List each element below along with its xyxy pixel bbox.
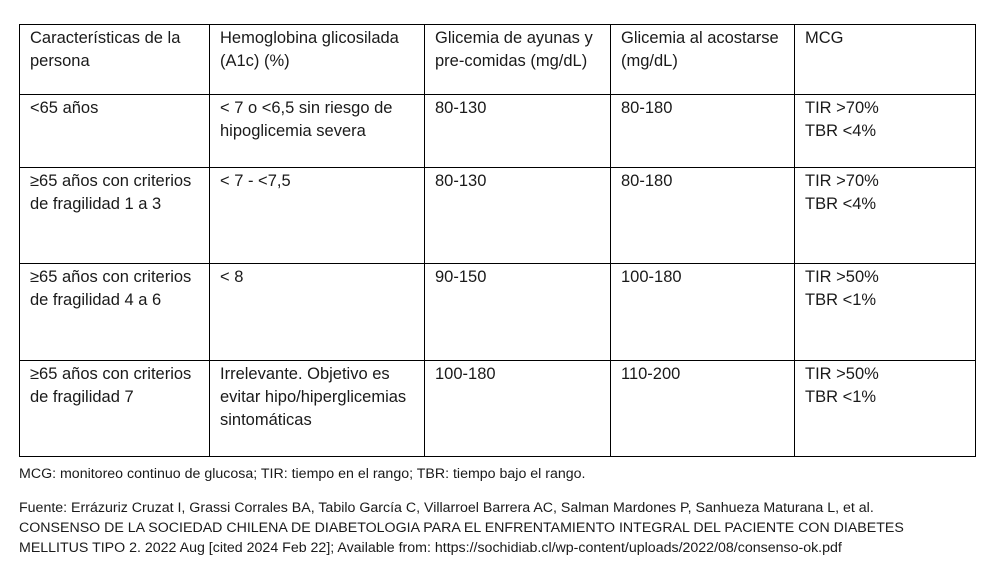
cell-persona: <65 años [20,95,210,168]
cell-mcg [795,168,976,264]
header-acostarse: Glicemia al acostarse (mg/dL) [611,25,795,95]
header-a1c: Hemoglobina glicosilada (A1c) (%) [210,25,425,95]
cell-ayunas: 100-180 [425,361,611,457]
cell-acostarse: 100-180 [611,264,795,361]
cell-a1c: < 8 [210,264,425,361]
mcg-tbr: TBR <1% [805,388,877,406]
cell-ayunas: 80-130 [425,168,611,264]
mcg-tir: TIR >50% [805,268,879,286]
table-row [20,168,976,264]
cell-ayunas: 80-130 [425,95,611,168]
header-mcg: MCG [795,25,976,95]
document [19,24,975,558]
mcg-tir: TIR >70% [805,99,879,117]
source-citation [19,498,975,558]
cell-mcg [795,95,976,168]
notes [19,464,975,558]
footnote: MCG: monitoreo continuo de glucosa; TIR: tiempo en el rango; TBR: tiempo bajo el rango. [19,466,586,482]
cell-mcg [795,264,976,361]
mcg-tbr: TBR <4% [805,122,877,140]
cell-acostarse: 110-200 [611,361,795,457]
mcg-tbr: TBR <4% [805,195,877,213]
cell-acostarse: 80-180 [611,168,795,264]
cell-persona: ≥65 años con criterios de fragilidad 1 a 3 [20,168,210,264]
cell-persona: ≥65 años con criterios de fragilidad 4 a 6 [20,264,210,361]
source-line: Fuente: Errázuriz Cruzat I, Grassi Corrales BA, Tabilo García C, Villarroel Barrera AC, Salman Mardones P, Sanhueza Maturana L, et al. [19,500,874,516]
table-header-row [20,25,976,95]
cell-ayunas: 90-150 [425,264,611,361]
header-ayunas: Glicemia de ayunas y pre-comidas (mg/dL) [425,25,611,95]
table-row [20,361,976,457]
table-row [20,95,976,168]
source-line: MELLITUS TIPO 2. 2022 Aug [cited 2024 Feb 22]; Available from: https://sochidiab.cl/wp-content/uploads/2022/08/consenso-ok.pdf [19,540,842,556]
mcg-tir: TIR >50% [805,365,879,383]
header-persona: Características de la persona [20,25,210,95]
cell-a1c: Irrelevante. Objetivo es evitar hipo/hiperglicemias sintomáticas [210,361,425,457]
cell-persona: ≥65 años con criterios de fragilidad 7 [20,361,210,457]
cell-a1c: < 7 o <6,5 sin riesgo de hipoglicemia severa [210,95,425,168]
mcg-tbr: TBR <1% [805,291,877,309]
source-line: CONSENSO DE LA SOCIEDAD CHILENA DE DIABETOLOGIA PARA EL ENFRENTAMIENTO INTEGRAL DEL PACIENTE CON DIABETES [19,520,904,536]
glycemic-targets-table [19,24,976,457]
cell-acostarse: 80-180 [611,95,795,168]
cell-mcg [795,361,976,457]
cell-a1c: < 7 - <7,5 [210,168,425,264]
table-row [20,264,976,361]
mcg-tir: TIR >70% [805,172,879,190]
